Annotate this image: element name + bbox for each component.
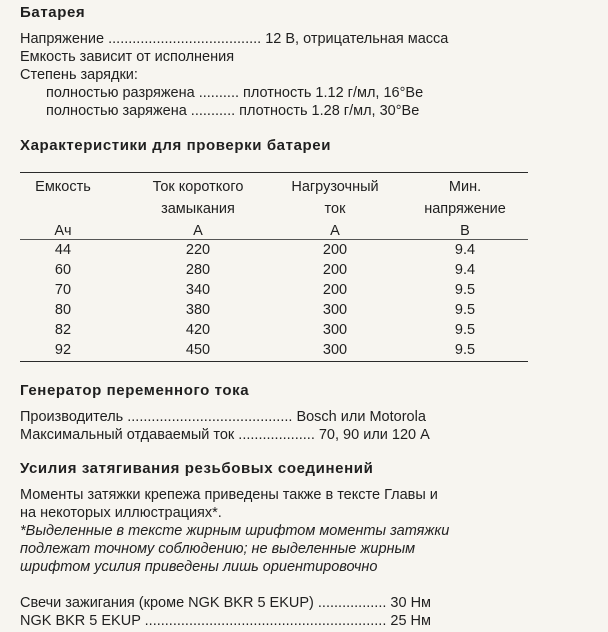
torque-note-3: шрифтом усилия приведены лишь ориентировочно bbox=[20, 559, 378, 575]
torque-paragraph-1: Моменты затяжки крепежа приведены также в тексте Главы и bbox=[20, 487, 438, 503]
table-cell: 44 bbox=[54, 242, 72, 258]
table-top-rule bbox=[20, 172, 528, 173]
table-cell: 300 bbox=[322, 322, 348, 338]
table-cell: 220 bbox=[185, 242, 211, 258]
torque-paragraph-2: на некоторых иллюстрациях*. bbox=[20, 505, 222, 521]
battery-charged: полностью заряжена ........... плотность 1.28 г/мл, 30°Be bbox=[46, 103, 420, 119]
table-cell: 9.4 bbox=[454, 242, 476, 258]
header-min-voltage-2: напряжение bbox=[424, 201, 506, 217]
generator-heading: Генератор переменного тока bbox=[20, 382, 250, 399]
table-cell: 380 bbox=[185, 302, 211, 318]
torque-note-1: *Выделенные в тексте жирным шрифтом моменты затяжки bbox=[20, 523, 450, 539]
table-cell: 200 bbox=[322, 282, 348, 298]
table-cell: 92 bbox=[54, 342, 72, 358]
table-cell: 80 bbox=[54, 302, 72, 318]
spark-plug-general: Свечи зажигания (кроме NGK BKR 5 EKUP) ................. 30 Нм bbox=[20, 595, 432, 611]
table-cell: 450 bbox=[185, 342, 211, 358]
header-load: Нагрузочный bbox=[291, 179, 379, 195]
header-load-2: ток bbox=[324, 201, 346, 217]
table-cell: 9.5 bbox=[454, 302, 476, 318]
header-capacity: Емкость bbox=[35, 179, 91, 195]
table-cell: 300 bbox=[322, 342, 348, 358]
table-cell: 420 bbox=[185, 322, 211, 338]
battery-heading: Батарея bbox=[20, 4, 86, 21]
header-short-circuit: Ток короткого bbox=[152, 179, 244, 195]
header-load-unit: А bbox=[330, 223, 340, 239]
header-short-circuit-unit: А bbox=[193, 223, 203, 239]
header-short-circuit-2: замыкания bbox=[161, 201, 235, 217]
header-capacity-unit: Ач bbox=[54, 223, 72, 239]
table-cell: 200 bbox=[322, 262, 348, 278]
table-header-rule bbox=[20, 239, 528, 240]
header-min-voltage: Мин. bbox=[448, 179, 482, 195]
battery-capacity: Емкость зависит от исполнения bbox=[20, 49, 235, 65]
spark-plug-ngk: NGK BKR 5 EKUP ............................................................ 25 Нм bbox=[20, 613, 431, 629]
battery-discharged: полностью разряжена .......... плотность 1.12 г/мл, 16°Be bbox=[46, 85, 424, 101]
table-cell: 9.4 bbox=[454, 262, 476, 278]
torque-heading: Усилия затягивания резьбовых соединений bbox=[20, 460, 374, 477]
battery-voltage: Напряжение ...................................... 12 В, отрицательная масса bbox=[20, 31, 449, 47]
table-cell: 280 bbox=[185, 262, 211, 278]
table-cell: 300 bbox=[322, 302, 348, 318]
table-bottom-rule bbox=[20, 361, 528, 362]
table-cell: 82 bbox=[54, 322, 72, 338]
table-cell: 60 bbox=[54, 262, 72, 278]
table-cell: 9.5 bbox=[454, 322, 476, 338]
table-cell: 200 bbox=[322, 242, 348, 258]
table-cell: 70 bbox=[54, 282, 72, 298]
header-min-voltage-unit: В bbox=[460, 223, 470, 239]
battery-charge-title: Степень зарядки: bbox=[20, 67, 138, 83]
torque-note-2: подлежат точному соблюдению; не выделенные жирным bbox=[20, 541, 416, 557]
generator-max-current: Максимальный отдаваемый ток ................... 70, 90 или 120 A bbox=[20, 427, 430, 443]
table-cell: 340 bbox=[185, 282, 211, 298]
table-cell: 9.5 bbox=[454, 282, 476, 298]
generator-maker: Производитель ......................................... Bosch или Motorola bbox=[20, 409, 426, 425]
table-cell: 9.5 bbox=[454, 342, 476, 358]
test-heading: Характеристики для проверки батареи bbox=[20, 137, 332, 154]
